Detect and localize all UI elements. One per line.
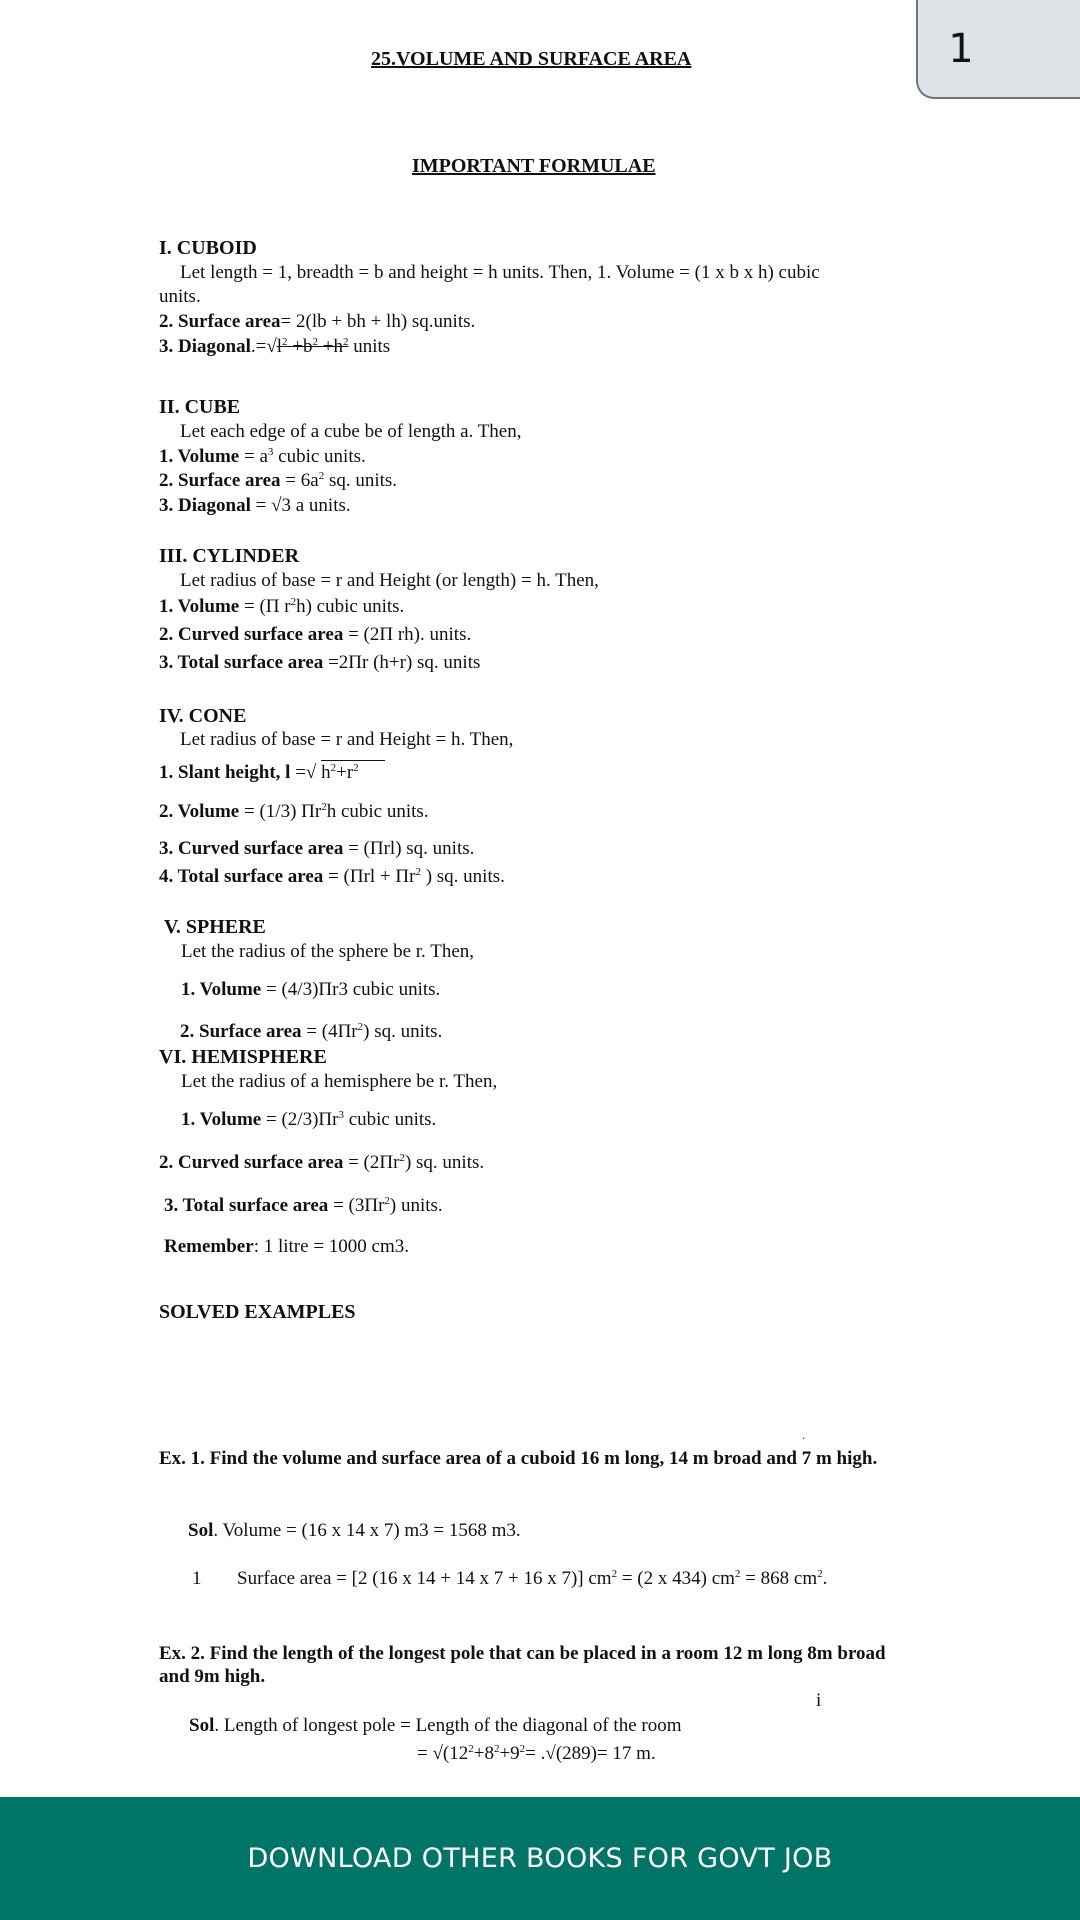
formula-value: = (4Πr (301, 1021, 358, 1042)
exponent: 2 (734, 1568, 741, 1580)
formula-label: 2. Surface area (180, 1021, 302, 1042)
formula-value: = (2/3)Πr (261, 1109, 339, 1130)
cube-heading: II. CUBE (159, 396, 241, 418)
formula-label: 3. Diagonal (159, 495, 251, 516)
formula-value: =2Πr (h+r) sq. units (323, 652, 481, 673)
sphere-surface-area (180, 1021, 442, 1043)
solution-label: Sol (188, 1520, 214, 1541)
formula-label: 1. Volume (181, 979, 262, 1000)
cylinder-heading: III. CYLINDER (159, 545, 300, 567)
exponent: 2 (415, 866, 421, 878)
unit: sq. units. (324, 470, 398, 491)
formula-value: =√ (290, 762, 322, 783)
formula-value: = 2(lb + bh + lh) sq.units. (280, 311, 476, 332)
formula-value: +8 (473, 1743, 494, 1764)
formula-value: = (2Π rh). units. (343, 624, 472, 645)
radicand (321, 760, 385, 784)
formula-label: 3. Curved surface area (159, 838, 344, 859)
cone-curved-area (159, 838, 474, 860)
solved-examples-heading: SOLVED EXAMPLES (159, 1301, 356, 1323)
formula-value: = (Πrl) sq. units. (343, 838, 475, 859)
exponent: 2 (330, 762, 337, 774)
example-1-surface-area (237, 1568, 827, 1590)
exponent: 2 (282, 336, 288, 348)
formula-value: = (Πrl + Πr (323, 866, 416, 887)
radicand (277, 336, 349, 357)
cone-total-area (159, 866, 505, 888)
hemisphere-intro: Let the radius of a hemisphere be r. Then, (181, 1071, 498, 1092)
unit: cubic units. (343, 1109, 437, 1130)
term: l (276, 336, 283, 357)
cube-diagonal (159, 495, 351, 517)
example-1-solution (188, 1520, 521, 1542)
solution-label: Sol (189, 1715, 215, 1736)
cuboid-intro-cont: units. (159, 286, 201, 307)
formula-value: = (3Πr (328, 1195, 385, 1216)
cone-intro: Let radius of base = r and Height = h. Then, (180, 729, 514, 750)
formula-label: 2. Curved surface area (159, 1152, 344, 1173)
unit: ) sq. units. (363, 1021, 443, 1042)
formula-value: = (4/3)Πr3 cubic units. (261, 979, 441, 1000)
formula-label: 1. Slant height, l (159, 762, 291, 783)
formula-value: = (1/3) Πr (239, 801, 322, 822)
exponent: 3 (267, 446, 274, 458)
formula-value: Surface area = [2 (16 x 14 + 14 x 7 + 16 x 7)] cm (237, 1568, 612, 1589)
exponent: 2 (817, 1568, 823, 1580)
cuboid-heading: I. CUBOID (159, 237, 257, 259)
formula-label: 1. Volume (159, 446, 240, 467)
exponent: 2 (321, 801, 327, 813)
example-2-solution (189, 1715, 682, 1737)
section-subtitle: IMPORTANT FORMULAE (412, 155, 656, 177)
formula-label: 2. Surface area (159, 470, 281, 491)
formula-value: = (2Πr (343, 1152, 400, 1173)
exponent: 2 (519, 1743, 526, 1755)
sphere-intro: Let the radius of the sphere be r. Then, (181, 941, 474, 962)
cone-slant-height (159, 760, 385, 784)
cylinder-curved-area (159, 624, 471, 646)
unit: h cubic units. (326, 801, 429, 822)
example-1-question: Ex. 1. Find the volume and surface area of a cuboid 16 m long, 14 m broad and 7 m high. (159, 1448, 878, 1469)
exponent: 2 (468, 1743, 474, 1755)
stray-dot: . (802, 1428, 805, 1442)
unit: units (348, 336, 391, 357)
formula-value: = a (239, 446, 268, 467)
formula-value: = (Π r (239, 596, 291, 617)
exponent: 2 (318, 470, 325, 482)
hemisphere-total-area (164, 1195, 443, 1217)
hemisphere-volume (181, 1109, 436, 1131)
exponent: 3 (338, 1109, 344, 1121)
exponent: 2 (611, 1568, 618, 1580)
formula-value: = 868 cm (740, 1568, 818, 1589)
cuboid-intro: Let length = 1, breadth = b and height = h units. Then, 1. Volume = (1 x b x h) cubic (180, 262, 820, 283)
remember-note (164, 1236, 409, 1258)
formula-value: .=√ (250, 336, 277, 357)
cube-surface-area (159, 470, 397, 492)
formula-value: . (822, 1568, 828, 1589)
cuboid-surface-area (159, 311, 475, 333)
solution-value: . Length of longest pole = Length of the diagonal of the room (214, 1715, 682, 1736)
formula-label: 1. Volume (181, 1109, 262, 1130)
example-1-step-number: 1 (192, 1568, 202, 1589)
formula-label: 3. Total surface area (164, 1195, 329, 1216)
exponent: 2 (399, 1152, 405, 1164)
solution-value: . Volume = (16 x 14 x 7) m3 = 1568 m3. (213, 1520, 521, 1541)
sphere-volume (181, 979, 440, 1001)
formula-label: 1. Volume (159, 596, 240, 617)
exponent: 2 (353, 762, 359, 774)
cylinder-intro: Let radius of base = r and Height (or length) = h. Then, (180, 570, 599, 591)
download-books-banner[interactable] (0, 1797, 1080, 1920)
cube-volume (159, 446, 366, 468)
hemisphere-curved-area (159, 1152, 484, 1174)
formula-label: 2. Surface area (159, 311, 281, 332)
formula-label: 2. Curved surface area (159, 624, 344, 645)
remember-label: Remember (164, 1236, 254, 1257)
formula-value: = .√(289)= 17 m. (525, 1743, 656, 1764)
cylinder-volume (159, 596, 404, 618)
example-2-calculation (417, 1743, 656, 1765)
formula-label: 3. Total surface area (159, 652, 324, 673)
unit: h) cubic units. (296, 596, 405, 617)
exponent: 2 (290, 596, 297, 608)
formula-value: = √3 a units. (250, 495, 351, 516)
unit: cubic units. (273, 446, 366, 467)
cuboid-diagonal (159, 336, 390, 358)
cylinder-total-area (159, 652, 480, 674)
term: h (321, 762, 331, 783)
formula-value: = 6a (280, 470, 319, 491)
hemisphere-heading: VI. HEMISPHERE (159, 1046, 327, 1068)
cone-heading: IV. CONE (159, 705, 247, 727)
document-title: 25.VOLUME AND SURFACE AREA (371, 48, 692, 70)
unit: ) sq. units. (404, 1152, 485, 1173)
exponent: 2 (357, 1021, 364, 1033)
exponent: 2 (312, 336, 319, 348)
formula-value: = √(12 (417, 1743, 469, 1764)
page-number-badge[interactable] (916, 0, 1080, 99)
unit: ) units. (389, 1195, 443, 1216)
term: +b (292, 336, 313, 357)
remember-value: : 1 litre = 1000 cm3. (253, 1236, 409, 1257)
exponent: 2 (493, 1743, 500, 1755)
formula-label: 3. Diagonal (159, 336, 251, 357)
cone-volume (159, 801, 429, 823)
banner-label: DOWNLOAD OTHER BOOKS FOR GOVT JOB (247, 1843, 833, 1874)
term: +h (322, 336, 343, 357)
formula-label: 4. Total surface area (159, 866, 324, 887)
formula-label: 2. Volume (159, 801, 240, 822)
page-number: 1 (948, 25, 974, 72)
example-2-marker: i (816, 1690, 822, 1711)
formula-value: +9 (499, 1743, 520, 1764)
exponent: 2 (342, 336, 349, 348)
exponent: 2 (384, 1195, 390, 1207)
sphere-heading: V. SPHERE (164, 916, 266, 938)
formula-value: = (2 x 434) cm (617, 1568, 735, 1589)
term: +r (336, 762, 354, 783)
example-2-question: Ex. 2. Find the length of the longest pole that can be placed in a room 12 m long 8m broad and 9m high. (159, 1643, 886, 1687)
unit: ) sq. units. (420, 866, 505, 887)
cube-intro: Let each edge of a cube be of length a. Then, (180, 421, 522, 442)
